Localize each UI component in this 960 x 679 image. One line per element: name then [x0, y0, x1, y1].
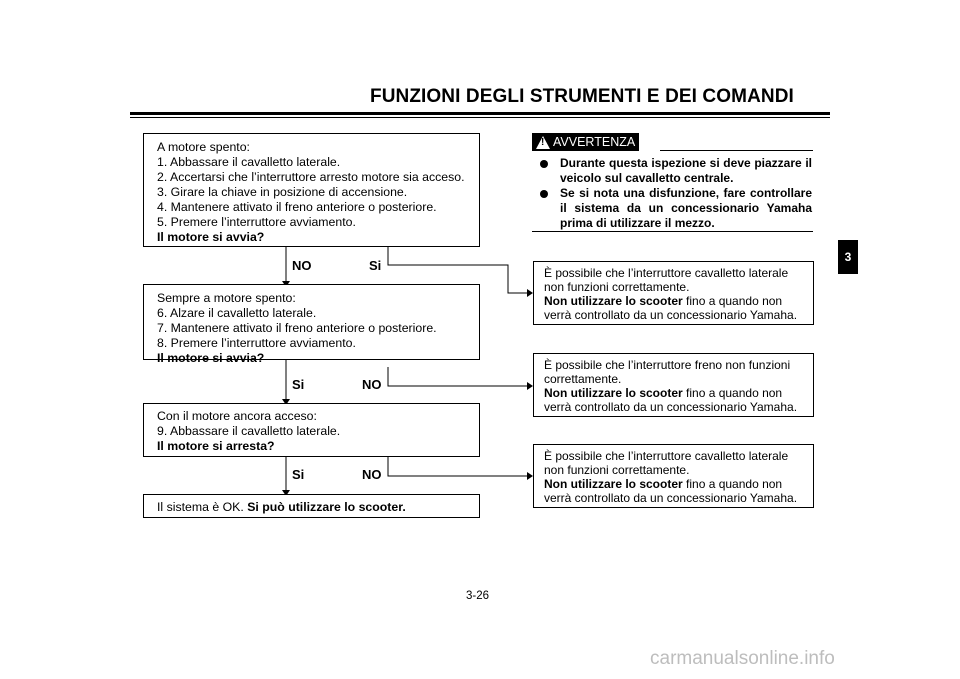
result-box-2: [533, 353, 814, 417]
result-box-3: [533, 444, 814, 508]
box1-line-6: 5. Premere l’interruttore avviamento.: [157, 215, 356, 229]
result2-bold: Non utilizzare lo scooter: [544, 386, 683, 400]
warning-icon: [536, 136, 550, 149]
result2-last: verrà controllato da un concessionario Yamaha.: [544, 400, 798, 414]
box4-bold: Si può utilizzare lo scooter.: [247, 500, 406, 514]
flow-step-box-3: [143, 403, 480, 457]
watermark: carmanualsonline.info: [650, 648, 835, 669]
warning-badge-label: AVVERTENZA: [553, 135, 636, 149]
result1-bold: Non utilizzare lo scooter: [544, 294, 683, 308]
box2-line-2: 6. Alzare il cavalletto laterale.: [157, 306, 317, 320]
flow-step-box-1: [143, 133, 480, 247]
result1-last: verrà controllato da un concessionario Yamaha.: [544, 308, 798, 322]
bullet-icon: [540, 160, 548, 168]
result1-line-1: È possibile che l’interruttore cavalletto laterale: [544, 266, 789, 280]
result2-line-2: correttamente.: [544, 372, 622, 386]
result3-tail: fino a quando non: [682, 477, 783, 491]
warning-bullet-2-text: Se si nota una disfunzione, fare controllare il sistema da un concessionario Yamaha prima di utilizzare il mezzo.: [560, 186, 812, 230]
box1-line-1: A motore spento:: [157, 140, 250, 154]
branch3-right-label: NO: [362, 467, 382, 482]
box1-line-3: 2. Accertarsi che l’interruttore arresto motore sia acceso.: [157, 170, 465, 184]
result2-line-1: È possibile che l’interruttore freno non funzioni: [544, 358, 791, 372]
branch3-down-label: Si: [292, 467, 305, 482]
bullet-icon: [540, 190, 548, 198]
result3-line-1: È possibile che l’interruttore cavalletto laterale: [544, 449, 789, 463]
warning-bullet-1-text: Durante questa ispezione si deve piazzare il veicolo sul cavalletto centrale.: [560, 156, 812, 185]
box1-question: Il motore si avvia?: [157, 230, 265, 244]
result3-line-2: non funzioni correttamente.: [544, 463, 690, 477]
page-title: FUNZIONI DEGLI STRUMENTI E DEI COMANDI: [370, 86, 794, 107]
page-number: 3-26: [466, 590, 490, 602]
box2-line-1: Sempre a motore spento:: [157, 291, 296, 305]
flow-step-box-2: [143, 284, 480, 365]
result1-line-2: non funzioni correttamente.: [544, 280, 690, 294]
branch2-down-label: Si: [292, 377, 305, 392]
box3-line-2: 9. Abbassare il cavalletto laterale.: [157, 424, 341, 438]
branch2-right-label: NO: [362, 377, 382, 392]
result-box-1: [533, 261, 814, 325]
box2-line-4: 8. Premere l’interruttore avviamento.: [157, 336, 356, 350]
result1-tail: fino a quando non: [682, 294, 783, 308]
branch1-right-label: Si: [369, 258, 382, 273]
flow-result-box-ok: [143, 494, 480, 518]
connector-right-3: [388, 457, 528, 476]
box4-text: Il sistema è OK.: [157, 500, 248, 514]
warning-badge: [532, 133, 639, 151]
box1-line-2: 1. Abbassare il cavalletto laterale.: [157, 155, 341, 169]
result3-bold: Non utilizzare lo scooter: [544, 477, 683, 491]
branch1-down-label: NO: [292, 258, 312, 273]
box3-line-1: Con il motore ancora acceso:: [157, 409, 317, 423]
box1-line-5: 4. Mantenere attivato il freno anteriore o posteriore.: [157, 200, 437, 214]
warning-rule: [660, 150, 813, 151]
box2-question: Il motore si avvia?: [157, 351, 265, 365]
warning-bullet-1: [540, 156, 812, 186]
result2-tail: fino a quando non: [682, 386, 783, 400]
box2-line-3: 7. Mantenere attivato il freno anteriore o posteriore.: [157, 321, 437, 335]
connector-right-2: [388, 367, 528, 386]
section-tab[interactable]: 3: [838, 240, 858, 274]
box3-question: Il motore si arresta?: [157, 439, 275, 453]
warning-bullet-2: [540, 186, 812, 231]
warning-bottom-rule: [532, 231, 813, 232]
result3-last: verrà controllato da un concessionario Yamaha.: [544, 491, 798, 505]
box1-line-4: 3. Girare la chiave in posizione di accensione.: [157, 185, 408, 199]
